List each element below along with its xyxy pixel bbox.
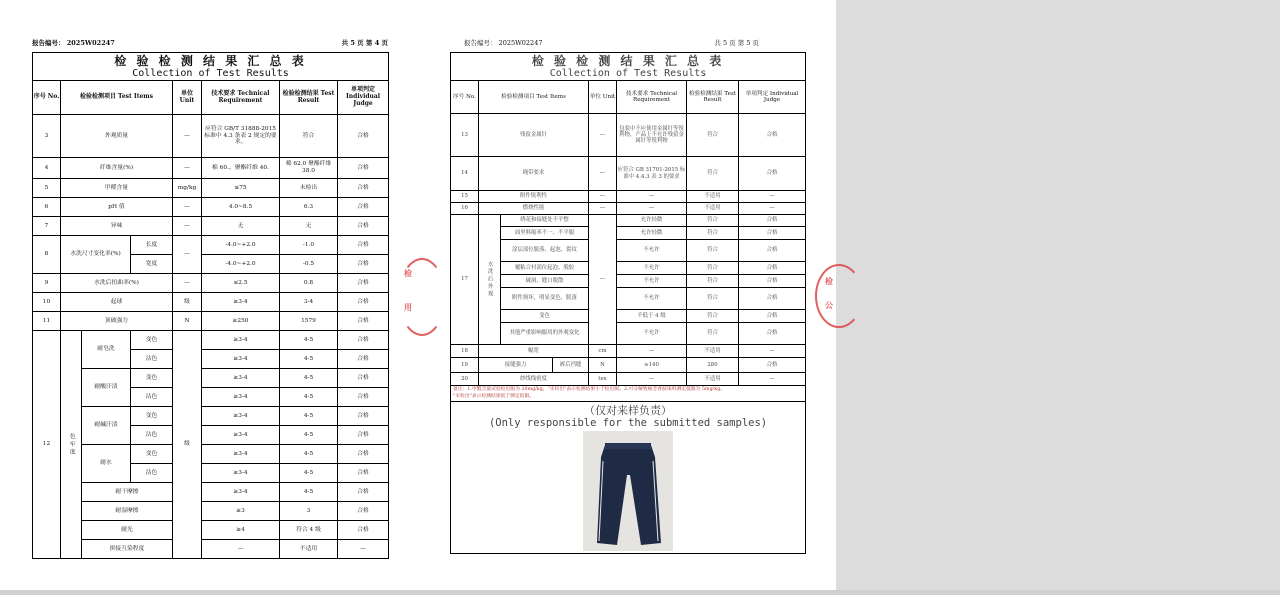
report-number: 报告编号： 2025W02247	[32, 39, 115, 47]
table-row: 10 起球 级 ≥3-4 3-4 合格	[33, 293, 389, 312]
table-row: 沾色 ≥3-4 4-5 合格	[33, 464, 389, 483]
header-unit: 单位 Unit	[173, 81, 202, 115]
table-row: 耐干摩擦 ≥3-4 4-5 合格	[33, 483, 389, 502]
table-row: 沾色 ≥3-4 4-5 合格	[33, 426, 389, 445]
table-row: 20 纱线线密度 tex — 不适用 —	[451, 373, 806, 386]
table-row: 变色 不低于 4 级 符合 合格	[451, 310, 806, 323]
table-row: 覆粘合衬部位起泡、脱胶 不允许 符合 合格	[451, 262, 806, 275]
table-row: 11 顶破强力 N ≥250 1579 合格	[33, 312, 389, 331]
table-note: 备注：1.甲醛含量试验检出限为 20mg/kg，"未检出"表示检测结果小于检出限。2.可分解致癌芳香胺染料测定低限为 5mg/kg。 "未检出"表示检测结果低于测定低限。	[451, 386, 806, 402]
table-row: 耐湿摩擦 ≥3 3 合格	[33, 502, 389, 521]
table-row: 拼接互染程度 — 不适用 —	[33, 540, 389, 559]
header-unit: 单位 Unit	[589, 81, 617, 114]
table-row: 附件损坏，明显变色、脱落 不允许 符合 合格	[451, 288, 806, 310]
results-table	[450, 52, 806, 554]
table-row: 8 水洗尺寸变化率(%) 长度 — -4.0~+2.0 -1.0 合格	[33, 236, 389, 255]
table-row: 17 水洗后外观 绣花和接缝处不平整 — 允许轻微 符合 合格	[451, 215, 806, 227]
table-row: 12 色牢度 耐皂洗 变色 级 ≥3-4 4-5 合格	[33, 331, 389, 350]
sample-pants-photo	[583, 431, 673, 551]
table-row: 耐光 ≥4 符合 4 级 合格	[33, 521, 389, 540]
report-page-4	[32, 38, 388, 558]
header-result: 检验检测结果 Test Result	[280, 81, 338, 115]
table-row: 耐水 变色 ≥3-4 4-5 合格	[33, 445, 389, 464]
table-row: 6 pH 值 — 4.0~8.5 6.3 合格	[33, 198, 389, 217]
table-row: 19 接缝强力 裤后裆缝 N ≥140 280 合格	[451, 358, 806, 373]
page-header	[32, 38, 388, 50]
table-row: 13 残留金属针 — 包装中不应使用金属针等锐利物，产品上不允许残留金属针等锐利物 符合 合格	[451, 114, 806, 157]
table-row: 耐酸汗渍 变色 ≥3-4 4-5 合格	[33, 369, 389, 388]
header-judge: 单项判定 Individual Judge	[338, 81, 389, 115]
table-row: 沾色 ≥3-4 4-5 合格	[33, 350, 389, 369]
horizontal-scrollbar[interactable]	[0, 590, 1280, 595]
table-title-zh: 检 验 检 测 结 果 汇 总 表	[531, 53, 725, 68]
table-row: 沾色 ≥3-4 4-5 合格	[33, 388, 389, 407]
results-table	[32, 52, 389, 559]
table-row: 15 附件锐利性 — — 不适用 —	[451, 191, 806, 203]
table-row: 9 水洗后扭曲率(%) — ≤2.5 0.8 合格	[33, 274, 389, 293]
header-item: 检验检测项目 Test Items	[479, 81, 589, 114]
page-header	[450, 38, 805, 50]
header-result: 检验检测结果 Test Result	[687, 81, 739, 114]
disclaimer-en: (Only responsible for the submitted samples)	[488, 417, 768, 429]
table-row: 16 燃烧性能 — — 不适用 —	[451, 203, 806, 215]
report-number: 报告编号： 2025W02247	[464, 39, 543, 47]
table-row: 18 幅宽 cm — 不适用 —	[451, 345, 806, 358]
table-row: 破洞、缝口脱散 不允许 符合 合格	[451, 275, 806, 288]
page-info: 共 5 页 第 5 页	[714, 39, 759, 47]
table-row: 14 绳带要求 — 应符合 GB 31701-2015 标准中 4.4.3 表 3 的要求 符合 合格	[451, 157, 806, 191]
header-no: 序号 No.	[33, 81, 61, 115]
header-requirement: 技术要求 Technical Requirement	[202, 81, 280, 115]
header-item: 检验检测项目 Test Items	[61, 81, 173, 115]
table-title-zh: 检 验 检 测 结 果 汇 总 表	[114, 53, 307, 68]
table-row: 耐碱汗渍 变色 ≥3-4 4-5 合格	[33, 407, 389, 426]
header-no: 序号 No.	[451, 81, 479, 114]
table-title-en: Collection of Test Results	[132, 67, 289, 79]
table-row: 4 纤维含量(%) — 棉 60.、聚酯纤维 40. 棉 62.0 聚酯纤维 38.0 合格	[33, 158, 389, 179]
report-page-5	[450, 38, 805, 563]
table-row: 5 甲醛含量 mg/kg ≤75 未检出 合格	[33, 179, 389, 198]
table-row: 7 异味 — 无 无 合格	[33, 217, 389, 236]
table-row: 面里料缩率不一、不平服 允许轻微 符合 合格	[451, 227, 806, 240]
table-row: 3 外观质量 — 应符合 GB/T 31888-2015 标准中 4.3 条表 2 规定的要求。 符合 合格	[33, 115, 389, 158]
table-row: 涂层部位脱落、起泡、裂纹 不允许 符合 合格	[451, 240, 806, 262]
table-row: 其他严重影响服用的外观变化 不允许 符合 合格	[451, 323, 806, 345]
table-title-en: Collection of Test Results	[549, 67, 707, 79]
official-seal-left: 检 用	[398, 258, 446, 336]
table-row: 宽度 -4.0~+2.0 -0.5 合格	[33, 255, 389, 274]
header-judge: 单项判定 Individual Judge	[739, 81, 806, 114]
official-seal-right: 检 公	[815, 264, 863, 328]
disclaimer-zh: （仅对来样负责）	[584, 404, 673, 417]
page-info: 共 5 页 第 4 页	[341, 39, 388, 47]
header-requirement: 技术要求 Technical Requirement	[617, 81, 687, 114]
side-panel	[836, 0, 1280, 595]
